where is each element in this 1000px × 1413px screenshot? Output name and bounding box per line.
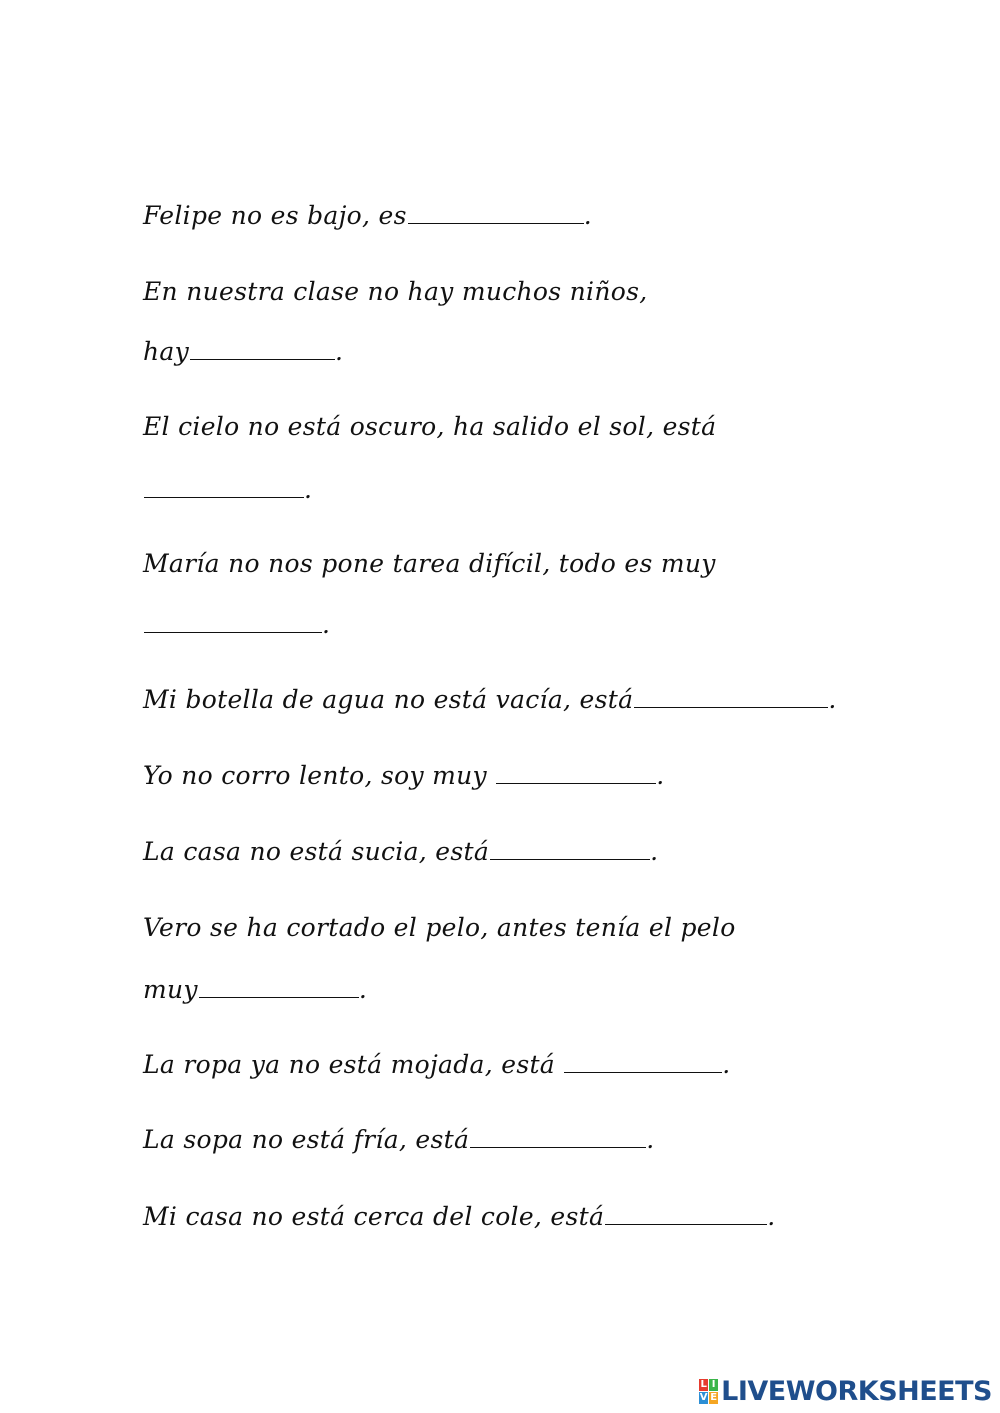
answer-blank-7[interactable] [490,839,650,860]
sentence-1 [143,200,592,232]
sentence-3-end: . [304,475,313,504]
sentence-11-end: . [767,1202,776,1231]
sentence-7-text: La casa no está sucia, está [143,837,490,866]
logo-mark-letter: E [710,1391,718,1403]
sentence-5-end: . [828,685,837,714]
sentence-9-text: La ropa ya no está mojada, está [143,1050,564,1079]
sentence-9-end: . [722,1050,731,1079]
answer-blank-2[interactable] [190,339,335,360]
sentence-10-end: . [646,1125,655,1154]
sentence-8-part-2 [143,974,367,1006]
sentence-3-text: El cielo no está oscuro, ha salido el sol, está [143,412,717,441]
logo-mark-letter: L [700,1378,707,1390]
sentence-2-end: . [335,337,344,366]
sentence-5-text: Mi botella de agua no está vacía, está [143,685,634,714]
logo-text: LIVEWORKSHEETS [721,1375,992,1407]
sentence-3-part-1 [143,411,716,443]
sentence-2-cont: hay [143,337,190,366]
sentence-1-end: . [583,201,592,230]
answer-blank-10[interactable] [470,1127,646,1148]
sentence-2-text: En nuestra clase no hay muchos niños, [143,277,648,306]
sentence-7 [143,836,658,868]
sentence-8-cont: muy [143,975,198,1004]
answer-blank-1[interactable] [408,203,584,224]
sentence-8-end: . [358,975,368,1004]
answer-blank-4[interactable] [144,612,322,633]
sentence-8-text: Vero se ha cortado el pelo, antes tenía el pelo [143,913,736,942]
sentence-10-text: La sopa no está fría, está [143,1125,470,1154]
answer-blank-8[interactable] [199,977,359,998]
sentence-6-text: Yo no corro lento, soy muy [143,761,496,790]
sentence-4-end: . [322,610,331,639]
sentence-6-end: . [656,761,665,790]
logo-mark-letter: V [699,1391,708,1403]
sentence-10 [143,1124,654,1156]
sentence-8-part-1 [143,912,736,944]
logo-mark-icon [699,1379,718,1404]
sentence-3-part-2 [143,474,312,506]
sentence-5 [143,684,837,716]
sentence-4-text: María no nos pone tarea difícil, todo es muy [143,549,716,578]
sentence-2-part-1 [143,276,647,308]
answer-blank-5[interactable] [634,687,828,708]
sentence-7-end: . [650,837,659,866]
sentence-2-part-2 [143,336,343,368]
sentence-11 [143,1201,775,1233]
answer-blank-11[interactable] [605,1204,767,1225]
liveworksheets-logo[interactable] [699,1375,992,1407]
sentence-6 [143,760,664,792]
sentence-4-part-2 [143,609,330,641]
answer-blank-3[interactable] [144,477,304,498]
answer-blank-9[interactable] [564,1052,722,1073]
sentence-11-text: Mi casa no está cerca del cole, está [143,1202,605,1231]
sentence-1-text: Felipe no es bajo, es [143,201,407,230]
sentence-4-part-1 [143,548,716,580]
answer-blank-6[interactable] [496,763,656,784]
sentence-9 [143,1049,731,1081]
logo-mark-letter: I [709,1379,718,1391]
